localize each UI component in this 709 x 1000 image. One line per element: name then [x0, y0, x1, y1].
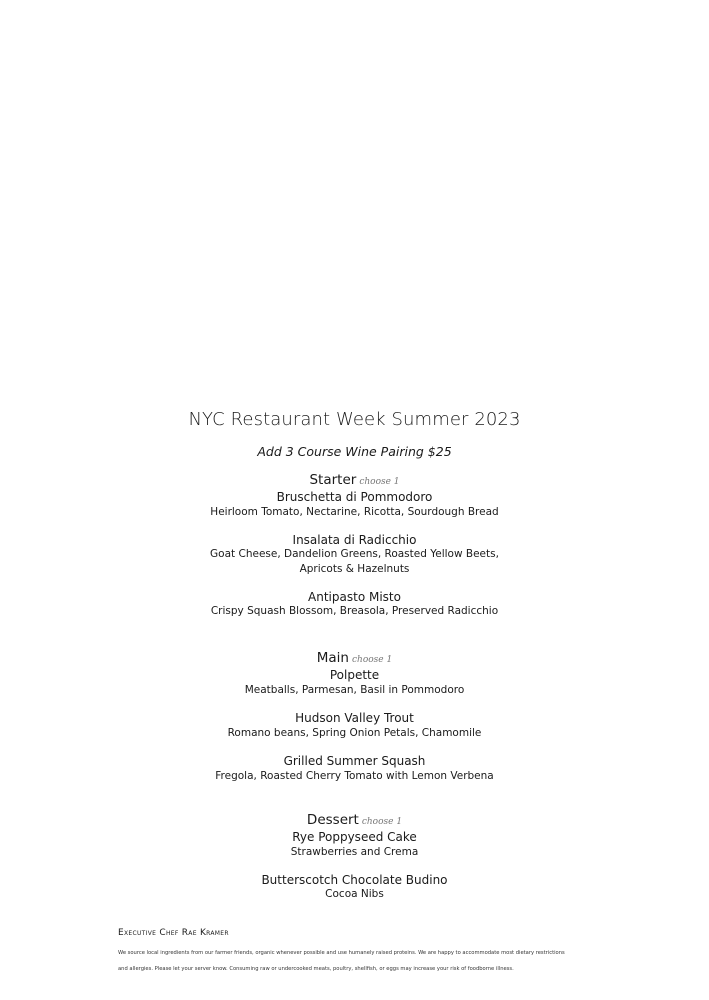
executive-chef-credit: Executive Chef Rae Kramer: [118, 928, 229, 938]
menu-title: NYC Restaurant Week Summer 2023: [188, 409, 521, 430]
section-title: Starter: [309, 472, 357, 488]
dish-name: Butterscotch Chocolate Budino: [261, 873, 448, 887]
allergy-note: and allergies. Please let your server know. Consuming raw or undercooked meats, poultry, shellfish, or eggs may increase your risk of foodborne illness.: [118, 966, 514, 972]
dish-description: Crispy Squash Blossom, Breasola, Preserved Radicchio: [210, 605, 499, 617]
section-heading-dessert: [0, 812, 709, 828]
wine-pairing-subtitle: Add 3 Course Wine Pairing $25: [257, 444, 452, 459]
dish-name: Antipasto Misto: [308, 590, 401, 604]
section-heading-starter: [0, 472, 709, 488]
dish-description: Goat Cheese, Dandelion Greens, Roasted Yellow Beets,: [210, 548, 499, 560]
dish-description: Meatballs, Parmesan, Basil in Pommodoro: [244, 684, 465, 696]
dish-name: Polpette: [329, 668, 380, 682]
choose-note: choose 1: [359, 477, 400, 487]
dish-description: Apricots & Hazelnuts: [299, 563, 410, 575]
section-title: Dessert: [306, 812, 359, 828]
sourcing-note: We source local ingredients from our farmer friends, organic whenever possible and use humanely raised proteins. We are happy to accommodate most dietary restrictions: [118, 950, 565, 956]
dish-name: Bruschetta di Pommodoro: [276, 490, 433, 504]
section-title: Main: [316, 650, 349, 666]
dish-description: Fregola, Roasted Cherry Tomato with Lemon Verbena: [215, 770, 494, 782]
dish-description: Heirloom Tomato, Nectarine, Ricotta, Sourdough Bread: [210, 506, 499, 518]
dish-description: Strawberries and Crema: [290, 846, 419, 858]
choose-note: choose 1: [361, 817, 403, 827]
dish-name: Grilled Summer Squash: [283, 754, 426, 768]
section-heading-main: [0, 650, 709, 666]
dish-name: Hudson Valley Trout: [295, 711, 414, 725]
dish-description: Cocoa Nibs: [325, 888, 384, 900]
dish-name: Rye Poppyseed Cake: [292, 830, 417, 844]
choose-note: choose 1: [352, 655, 393, 665]
dish-description: Romano beans, Spring Onion Petals, Chamomile: [227, 727, 482, 739]
dish-name: Insalata di Radicchio: [292, 533, 417, 547]
